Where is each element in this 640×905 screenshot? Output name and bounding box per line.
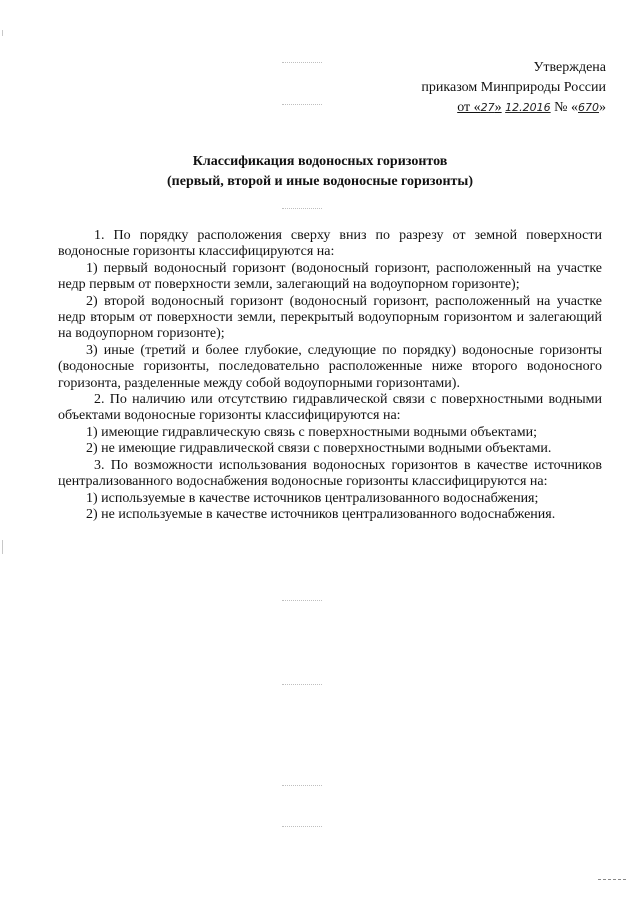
approval-order: приказом Минприроды России: [421, 80, 606, 95]
approval-block: [421, 58, 606, 118]
approval-date-number: [421, 98, 606, 118]
scan-artifact: [282, 826, 322, 828]
paragraph-3-2: 2) не используемые в качестве источников централизованного водоснабжения.: [86, 506, 556, 522]
paragraph-2-1: 1) имеющие гидравлическую связь с поверхностными водными объектами;: [86, 424, 537, 440]
number-end: »: [599, 100, 606, 115]
title-line-2: (первый, второй и иные водоносные горизонты): [167, 174, 473, 189]
date-month-year: 12.2016: [505, 101, 551, 114]
scan-artifact: [282, 104, 322, 106]
scan-margin-mark: [2, 30, 3, 36]
paragraph-1-1: 1) первый водоносный горизонт (водоносный горизонт, расположенный на участке недр первым от поверхности земли, залегающий на водоупорном горизонте);: [58, 260, 602, 293]
paragraph-3-1: 1) используемые в качестве источников централизованного водоснабжения;: [86, 490, 539, 506]
paragraph-2-2: 2) не имеющие гидравлической связи с поверхностными водными объектами.: [86, 441, 552, 457]
document-body: [58, 228, 602, 523]
approval-title: Утверждена: [533, 60, 606, 75]
scan-margin-mark: [2, 540, 3, 554]
paragraph-1-3: 3) иные (третий и более глубокие, следующие по порядку) водоносные горизонты (водоносные горизонты, последовательно расположенные ниже второго водоносного горизонта, разделенные между собой водоупорными горизонтами).: [58, 342, 602, 391]
scan-artifact: [282, 684, 322, 686]
date-from-label: от «: [457, 100, 481, 115]
scan-artifact: [282, 62, 322, 64]
order-number: 670: [578, 101, 599, 114]
page-corner-mark: [598, 879, 626, 883]
paragraph-1: 1. По порядку расположения сверху вниз по разрезу от земной поверхности водоносные горизонты классифицируются на:: [58, 228, 602, 260]
title-line-1: Классификация водоносных горизонтов: [192, 154, 448, 169]
scan-artifact: [282, 785, 322, 787]
paragraph-3: 3. По возможности использования водоносных горизонтов в качестве источников централизованного водоснабжения водоносные горизонты классифицируются на:: [58, 457, 602, 490]
number-label: № «: [554, 100, 578, 115]
paragraph-2: 2. По наличию или отсутствию гидравлической связи с поверхностными водными объектами водоносные горизонты классифицируются на:: [58, 392, 602, 424]
scan-artifact: [282, 208, 322, 210]
scan-artifact: [282, 600, 322, 602]
date-day: 27: [480, 101, 495, 114]
date-mid: »: [494, 100, 502, 115]
document-title: [0, 152, 640, 192]
paragraph-1-2: 2) второй водоносный горизонт (водоносный горизонт, расположенный на участке недр вторым от поверхности земли, перекрытый водоупорным горизонтом и залегающий на водоупорном горизонте);: [58, 293, 602, 342]
